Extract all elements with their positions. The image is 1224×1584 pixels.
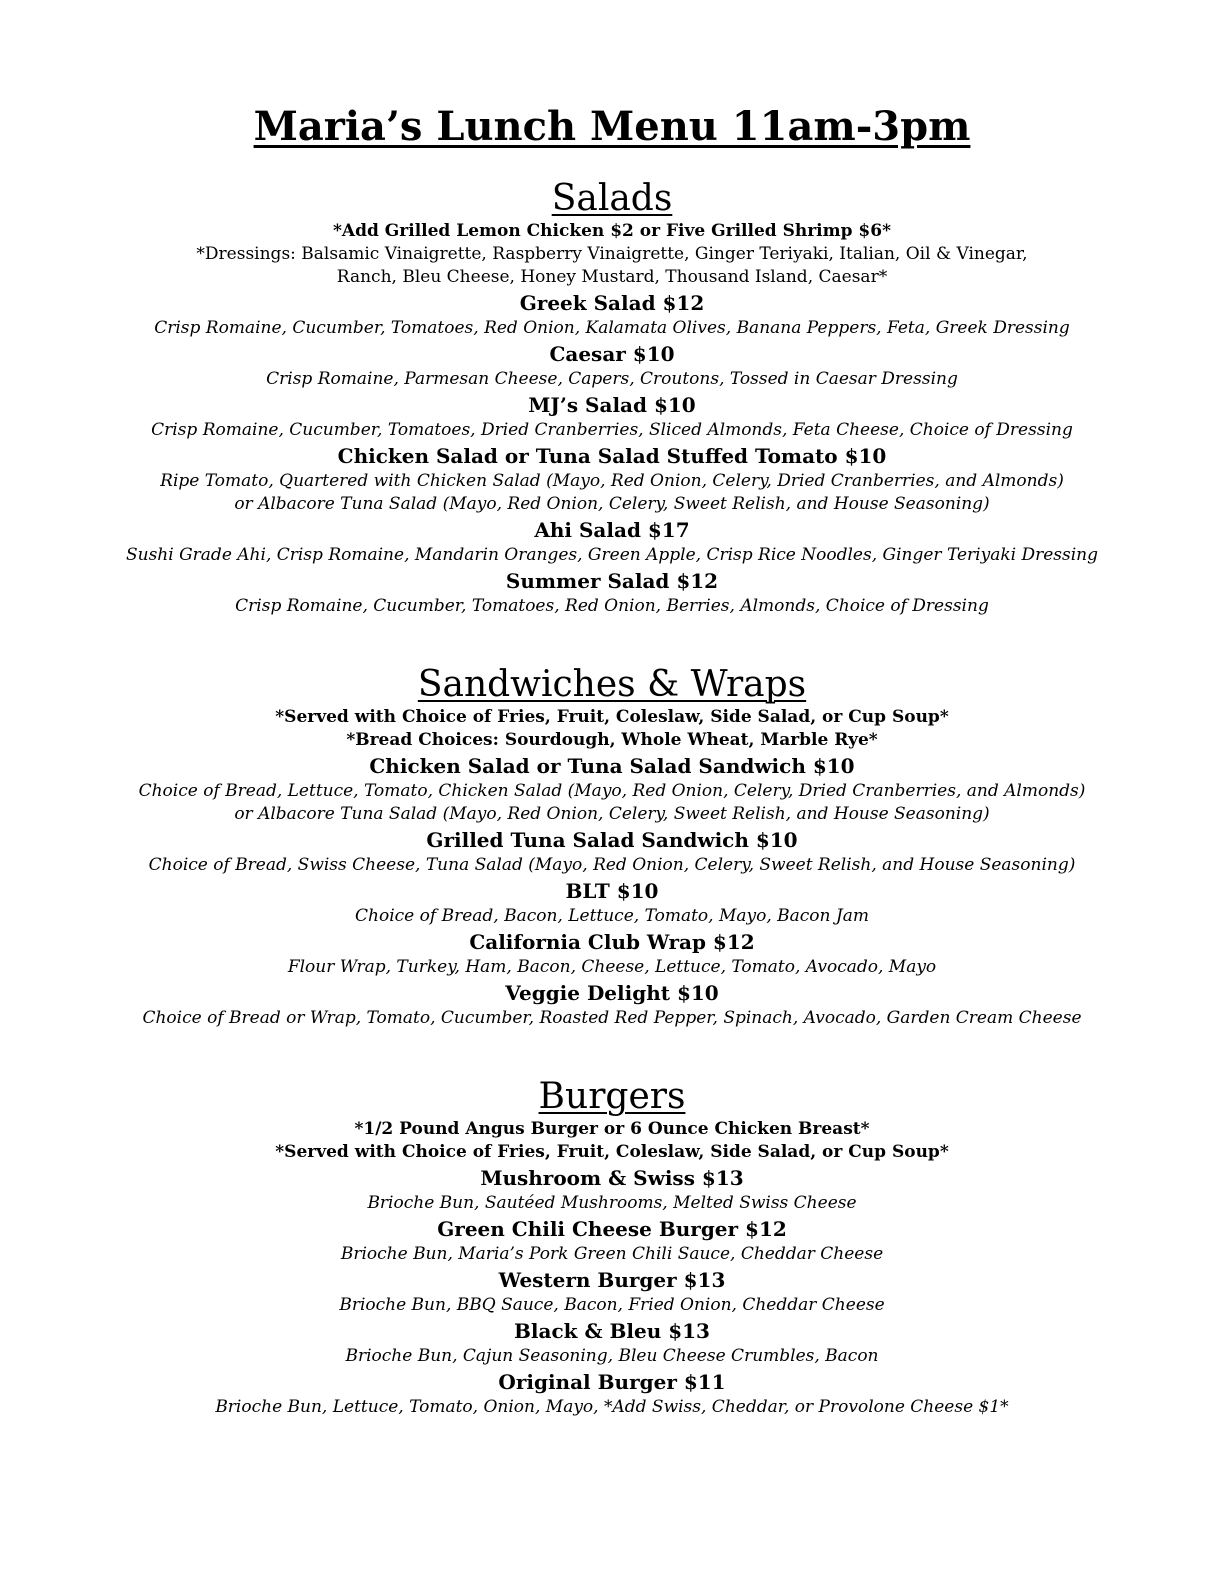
- item-name: Mushroom & Swiss $13: [480, 1166, 744, 1190]
- menu-item: [0, 928, 1224, 979]
- item-description: Choice of Bread, Lettuce, Tomato, Chicken Salad (Mayo, Red Onion, Celery, Dried Cranberries, and Almonds) or Albacore Tuna Salad (Mayo, Red Onion, Celery, Sweet Relish, and House Seasoning): [138, 781, 1086, 824]
- salads-section: [0, 178, 1224, 618]
- menu-title: Maria’s Lunch Menu 11am-3pm: [253, 103, 971, 150]
- menu-item: [0, 752, 1224, 826]
- item-description: Crisp Romaine, Cucumber, Tomatoes, Red Onion, Kalamata Olives, Banana Peppers, Feta, Greek Dressing: [154, 318, 1070, 338]
- item-name: Chicken Salad or Tuna Salad Stuffed Tomato $10: [337, 444, 887, 468]
- sandwiches-section: [0, 664, 1224, 1030]
- item-description: Brioche Bun, Sautéed Mushrooms, Melted Swiss Cheese: [367, 1193, 857, 1213]
- menu-item: [0, 391, 1224, 442]
- salads-dressings-note-line-1: *Dressings: Balsamic Vinaigrette, Raspberry Vinaigrette, Ginger Teriyaki, Italian, Oil & Vinegar,: [196, 244, 1028, 264]
- sandwiches-heading: Sandwiches & Wraps: [417, 664, 807, 705]
- section-spacer: [0, 1030, 1224, 1076]
- item-description: Crisp Romaine, Cucumber, Tomatoes, Dried Cranberries, Sliced Almonds, Feta Cheese, Choice of Dressing: [151, 420, 1073, 440]
- item-description: Brioche Bun, Lettuce, Tomato, Onion, Mayo, *Add Swiss, Cheddar, or Provolone Cheese $1*: [215, 1397, 1009, 1417]
- item-description: Brioche Bun, BBQ Sauce, Bacon, Fried Onion, Cheddar Cheese: [339, 1295, 885, 1315]
- item-name: Black & Bleu $13: [514, 1319, 710, 1343]
- item-name: Grilled Tuna Salad Sandwich $10: [426, 828, 798, 852]
- burgers-heading: Burgers: [538, 1076, 686, 1117]
- salads-dressings-note-line-2: Ranch, Bleu Cheese, Honey Mustard, Thousand Island, Caesar*: [336, 267, 888, 287]
- menu-item: [0, 442, 1224, 516]
- item-description: Ripe Tomato, Quartered with Chicken Salad (Mayo, Red Onion, Celery, Dried Cranberries, and Almonds) or Albacore Tuna Salad (Mayo, Red Onion, Celery, Sweet Relish, and House Seasoning): [160, 471, 1064, 514]
- item-name: Veggie Delight $10: [505, 981, 719, 1005]
- burgers-section: [0, 1076, 1224, 1419]
- item-description: Brioche Bun, Cajun Seasoning, Bleu Cheese Crumbles, Bacon: [345, 1346, 879, 1366]
- menu-item: [0, 826, 1224, 877]
- item-name: Western Burger $13: [498, 1268, 726, 1292]
- item-description: Choice of Bread, Bacon, Lettuce, Tomato, Mayo, Bacon Jam: [355, 906, 869, 926]
- item-description: Crisp Romaine, Parmesan Cheese, Capers, Croutons, Tossed in Caesar Dressing: [266, 369, 958, 389]
- menu-item: [0, 340, 1224, 391]
- section-spacer: [0, 618, 1224, 664]
- menu-item: [0, 1317, 1224, 1368]
- item-description: Choice of Bread, Swiss Cheese, Tuna Salad (Mayo, Red Onion, Celery, Sweet Relish, and House Seasoning): [148, 855, 1076, 875]
- menu-item: [0, 979, 1224, 1030]
- item-description: Crisp Romaine, Cucumber, Tomatoes, Red Onion, Berries, Almonds, Choice of Dressing: [235, 596, 989, 616]
- item-description: Choice of Bread or Wrap, Tomato, Cucumber, Roasted Red Pepper, Spinach, Avocado, Garden Cream Cheese: [142, 1008, 1082, 1028]
- item-name: Summer Salad $12: [505, 569, 719, 593]
- item-name: Green Chili Cheese Burger $12: [437, 1217, 787, 1241]
- item-name: Ahi Salad $17: [534, 518, 690, 542]
- menu-item: [0, 1215, 1224, 1266]
- item-description: Sushi Grade Ahi, Crisp Romaine, Mandarin Oranges, Green Apple, Crisp Rice Noodles, Ginger Teriyaki Dressing: [125, 545, 1099, 565]
- burgers-patty-note: *1/2 Pound Angus Burger or 6 Ounce Chicken Breast*: [354, 1119, 870, 1139]
- item-name: BLT $10: [565, 879, 659, 903]
- sandwiches-sides-note: *Served with Choice of Fries, Fruit, Coleslaw, Side Salad, or Cup Soup*: [275, 707, 949, 727]
- item-name: Original Burger $11: [498, 1370, 726, 1394]
- menu-item: [0, 567, 1224, 618]
- menu-item: [0, 877, 1224, 928]
- item-name: MJ’s Salad $10: [528, 393, 696, 417]
- title-spacer: [0, 154, 1224, 178]
- sandwiches-bread-note: *Bread Choices: Sourdough, Whole Wheat, Marble Rye*: [346, 730, 878, 750]
- menu-item: [0, 1164, 1224, 1215]
- item-description: Brioche Bun, Maria’s Pork Green Chili Sauce, Cheddar Cheese: [340, 1244, 884, 1264]
- menu-item: [0, 1368, 1224, 1419]
- burgers-sides-note: *Served with Choice of Fries, Fruit, Coleslaw, Side Salad, or Cup Soup*: [275, 1142, 949, 1162]
- item-name: California Club Wrap $12: [469, 930, 755, 954]
- item-name: Caesar $10: [549, 342, 675, 366]
- salads-addon-note: *Add Grilled Lemon Chicken $2 or Five Grilled Shrimp $6*: [333, 221, 891, 241]
- item-description: Flour Wrap, Turkey, Ham, Bacon, Cheese, Lettuce, Tomato, Avocado, Mayo: [287, 957, 937, 977]
- item-name: Greek Salad $12: [519, 291, 705, 315]
- menu-item: [0, 516, 1224, 567]
- menu-item: [0, 289, 1224, 340]
- salads-heading: Salads: [551, 178, 673, 219]
- item-name: Chicken Salad or Tuna Salad Sandwich $10: [369, 754, 855, 778]
- menu-item: [0, 1266, 1224, 1317]
